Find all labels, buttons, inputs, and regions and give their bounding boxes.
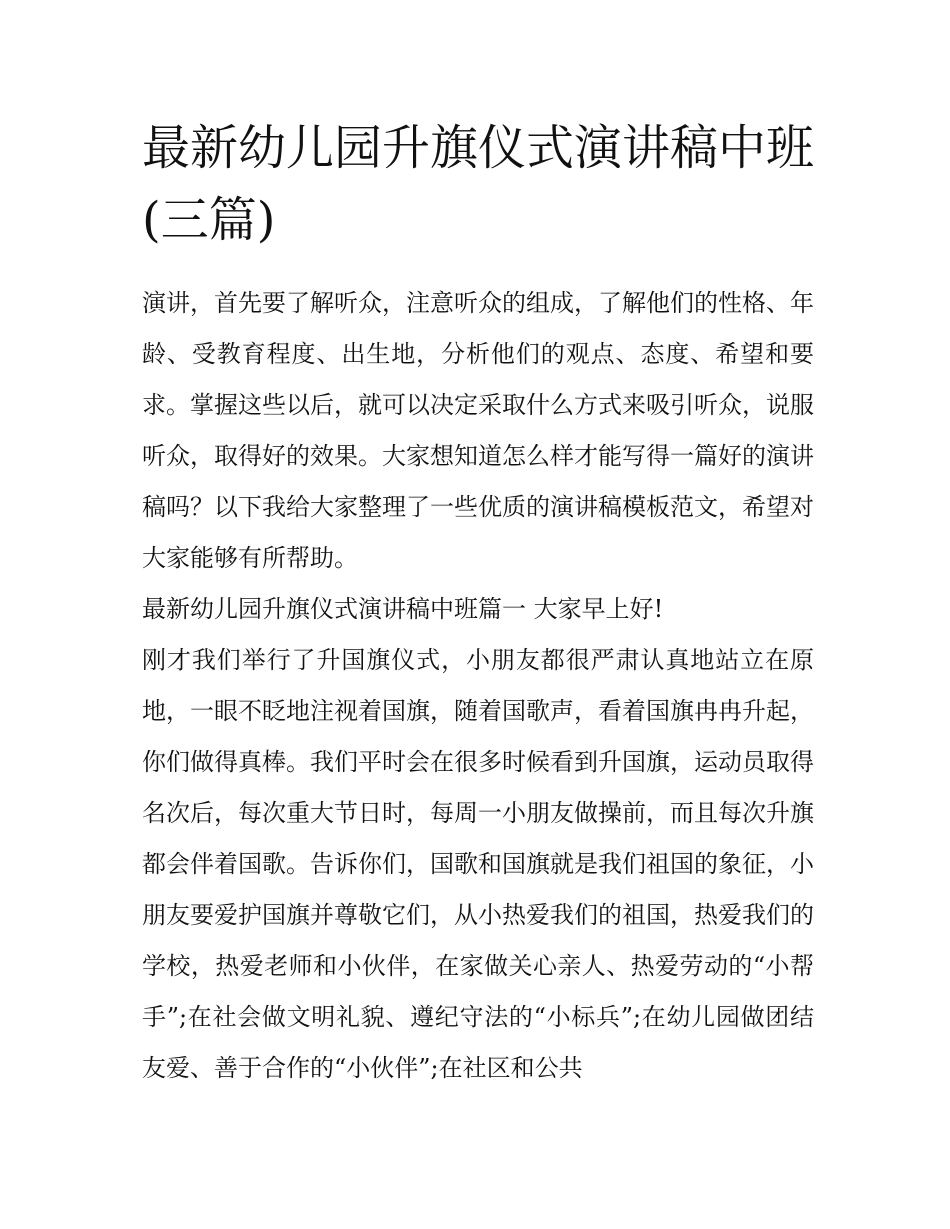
paragraph-speech: 刚才我们举行了升国旗仪式，小朋友都很严肃认真地站立在原地，一眼不眨地注视着国旗，随着国歌声，看着国旗冉冉升起，你们做得真棒。我们平时会在很多时候看到升国旗，运动员取得名次后，每次重大节日时，每周一小朋友做操前，而且每次升旗都会伴着国歌。告诉你们，国歌和国旗就是我们祖国的象征，小朋友要爱护国旗并尊敬它们，从小热爱我们的祖国，热爱我们的学校，热爱老师和小伙伴，在家做关心亲人、热爱劳动的“小帮手”;在社会做文明礼貌、遵纪守法的“小标兵”;在幼儿园做团结友爱、善于合作的“小伙伴”;在社区和公共: [142, 646, 814, 1082]
document-body: [142, 278, 814, 1094]
paragraph-section-heading: 最新幼儿园升旗仪式演讲稿中班篇一 大家早上好!: [142, 595, 664, 623]
page-title: 最新幼儿园升旗仪式演讲稿中班(三篇): [142, 120, 815, 248]
paragraph-intro: 演讲，首先要了解听众，注意听众的组成，了解他们的性格、年龄、受教育程度、出生地，分析他们的观点、态度、希望和要求。掌握这些以后，就可以决定采取什么方式来吸引听众，说服听众，取得好的效果。大家想知道怎么样才能写得一篇好的演讲稿吗？以下我给大家整理了一些优质的演讲稿模板范文，希望对大家能够有所帮助。: [142, 289, 814, 572]
